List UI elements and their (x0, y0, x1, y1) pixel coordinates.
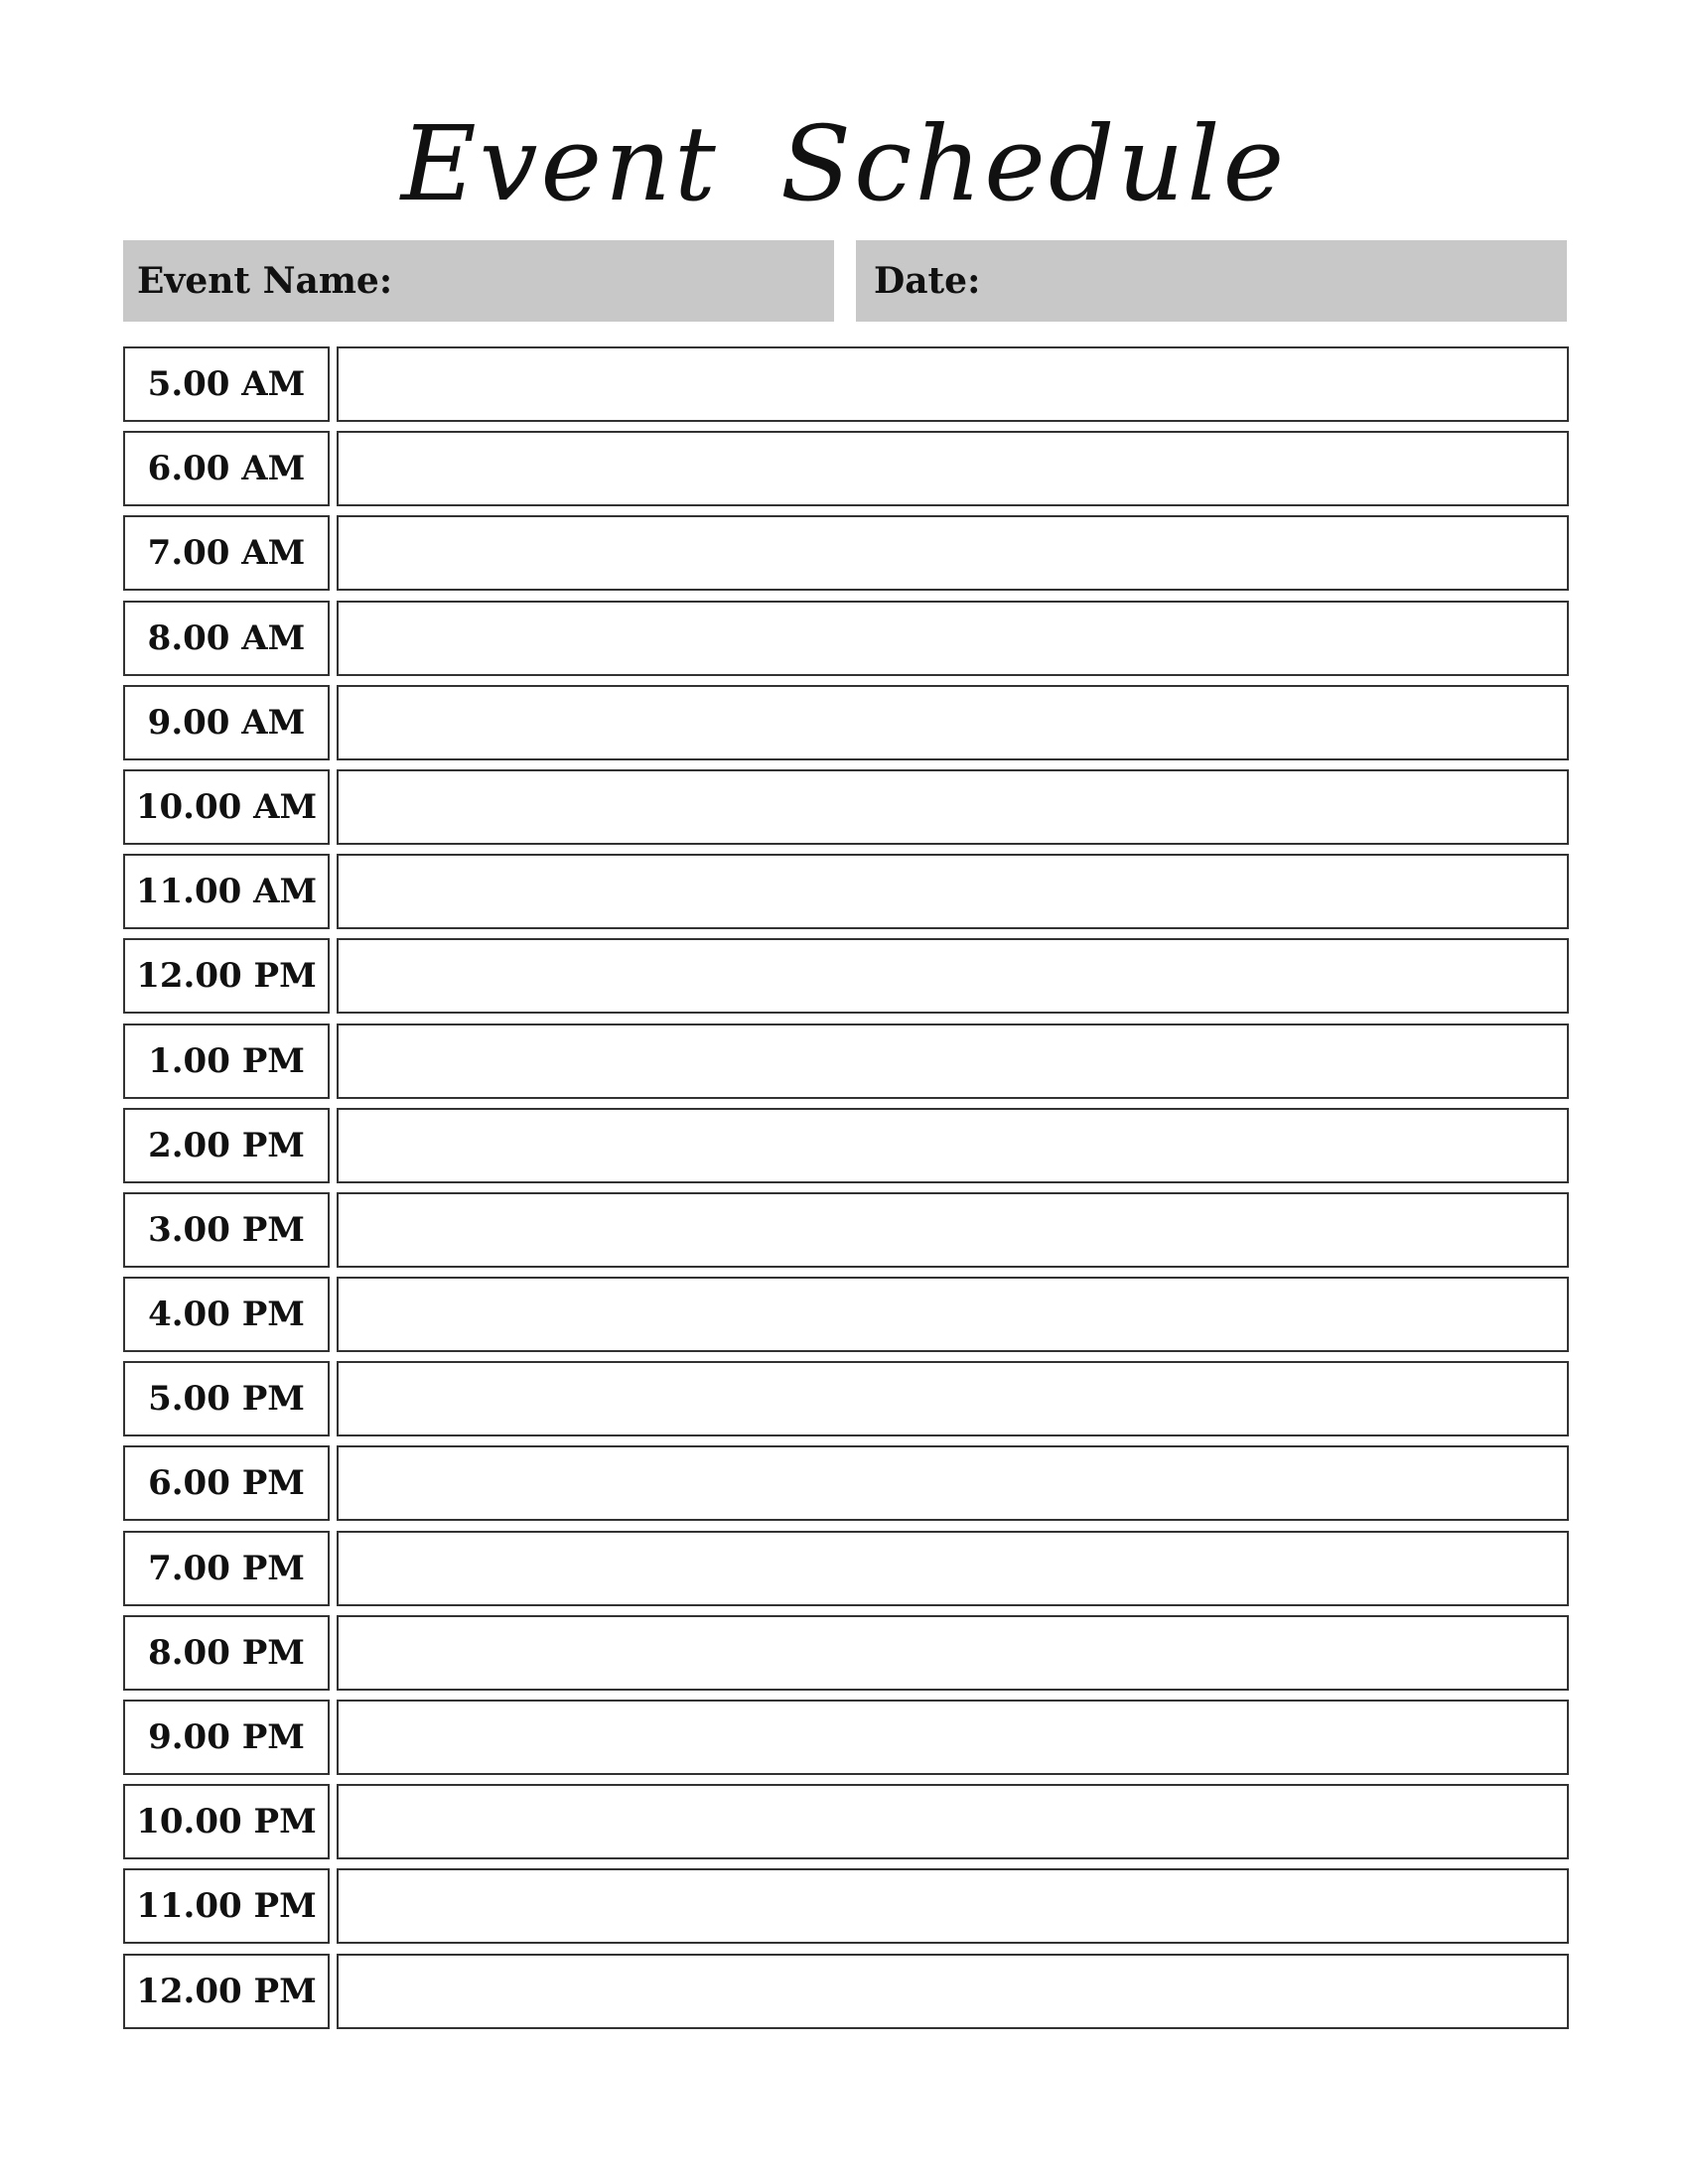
time-label: 1.00 PM (123, 1024, 330, 1099)
event-name-field[interactable] (123, 240, 834, 322)
schedule-entry-field[interactable] (337, 1445, 1569, 1521)
time-label: 5.00 PM (123, 1361, 330, 1436)
schedule-entry-field[interactable] (337, 769, 1569, 845)
date-label: Date: (874, 260, 981, 302)
schedule-row (123, 601, 1569, 676)
schedule-row (123, 1954, 1569, 2029)
time-label: 2.00 PM (123, 1108, 330, 1183)
time-label: 9.00 PM (123, 1700, 330, 1775)
schedule-entry-field[interactable] (337, 1615, 1569, 1691)
schedule-entry-field[interactable] (337, 1531, 1569, 1606)
time-label: 5.00 AM (123, 346, 330, 422)
schedule-row (123, 515, 1569, 591)
time-label: 8.00 PM (123, 1615, 330, 1691)
time-label: 12.00 PM (123, 938, 330, 1014)
schedule-entry-field[interactable] (337, 938, 1569, 1014)
time-label: 7.00 PM (123, 1531, 330, 1606)
time-label: 11.00 PM (123, 1868, 330, 1944)
time-label: 10.00 PM (123, 1784, 330, 1859)
schedule-entry-field[interactable] (337, 1361, 1569, 1436)
time-label: 9.00 AM (123, 685, 330, 760)
schedule-row (123, 769, 1569, 845)
schedule-entry-field[interactable] (337, 1954, 1569, 2029)
time-label: 6.00 PM (123, 1445, 330, 1521)
time-label: 12.00 PM (123, 1954, 330, 2029)
schedule-row (123, 1784, 1569, 1859)
schedule-entry-field[interactable] (337, 1192, 1569, 1268)
time-label: 8.00 AM (123, 601, 330, 676)
time-label: 3.00 PM (123, 1192, 330, 1268)
schedule-row (123, 938, 1569, 1014)
time-label: 11.00 AM (123, 854, 330, 929)
schedule-row (123, 1108, 1569, 1183)
schedule-row (123, 1700, 1569, 1775)
schedule-row (123, 1277, 1569, 1352)
schedule-entry-field[interactable] (337, 1024, 1569, 1099)
schedule-entry-field[interactable] (337, 601, 1569, 676)
event-name-label: Event Name: (137, 260, 393, 302)
schedule-row (123, 1868, 1569, 1944)
schedule-row (123, 431, 1569, 506)
schedule-row (123, 346, 1569, 422)
schedule-row (123, 1192, 1569, 1268)
schedule-row (123, 685, 1569, 760)
time-label: 4.00 PM (123, 1277, 330, 1352)
schedule-entry-field[interactable] (337, 854, 1569, 929)
schedule-row (123, 1615, 1569, 1691)
schedule-row (123, 1361, 1569, 1436)
schedule-entry-field[interactable] (337, 1700, 1569, 1775)
time-label: 6.00 AM (123, 431, 330, 506)
schedule-row (123, 1445, 1569, 1521)
schedule-row (123, 1531, 1569, 1606)
schedule-entry-field[interactable] (337, 346, 1569, 422)
schedule-entry-field[interactable] (337, 1108, 1569, 1183)
schedule-entry-field[interactable] (337, 1277, 1569, 1352)
time-label: 10.00 AM (123, 769, 330, 845)
date-field[interactable] (856, 240, 1567, 322)
schedule-row (123, 854, 1569, 929)
time-label: 7.00 AM (123, 515, 330, 591)
page-title: Event Schedule (400, 103, 1288, 224)
schedule-table (123, 346, 1569, 2038)
schedule-entry-field[interactable] (337, 431, 1569, 506)
schedule-entry-field[interactable] (337, 685, 1569, 760)
schedule-row (123, 1024, 1569, 1099)
schedule-entry-field[interactable] (337, 1784, 1569, 1859)
schedule-entry-field[interactable] (337, 1868, 1569, 1944)
schedule-entry-field[interactable] (337, 515, 1569, 591)
